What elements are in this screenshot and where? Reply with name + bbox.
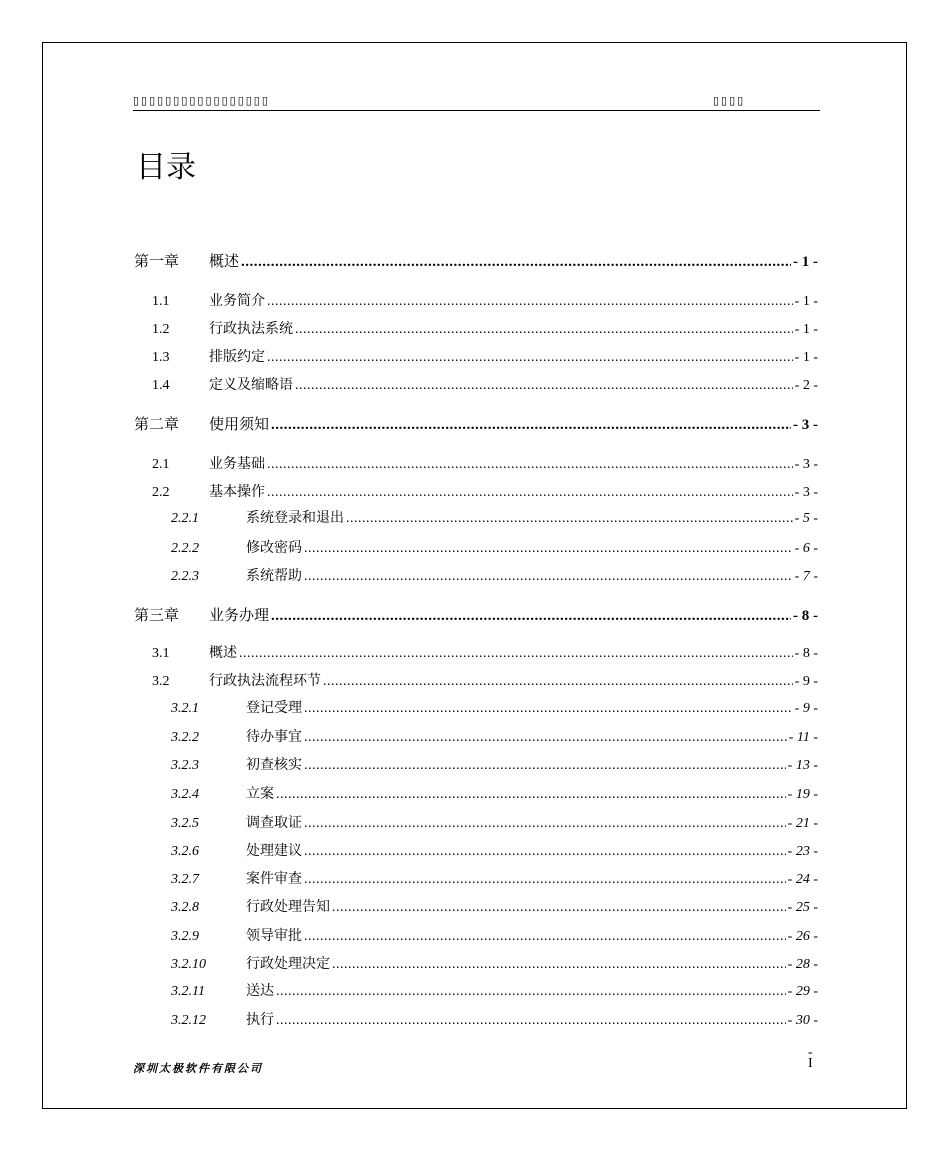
toc-leader-dots [304, 701, 793, 717]
toc-entry-number: 3.2.2 [171, 730, 199, 745]
header-left-text: ▯▯▯▯▯▯▯▯▯▯▯▯▯▯▯▯▯ [133, 95, 270, 107]
toc-leader-dots [323, 674, 793, 690]
toc-entry-number: 3.2.5 [171, 816, 199, 831]
toc-entry-title: 领导审批 [246, 929, 302, 944]
toc-entry[interactable] [134, 1009, 818, 1029]
toc-entry-page: - 29 - [787, 984, 818, 999]
toc-entry-page: - 7 - [794, 569, 818, 584]
toc-entry-number: 3.2.4 [171, 787, 199, 802]
toc-leader-dots [304, 758, 786, 774]
toc-leader-dots [276, 1013, 786, 1029]
toc-leader-dots [346, 511, 793, 527]
toc-leader-dots [304, 929, 786, 945]
toc-entry-title: 行政处理告知 [246, 900, 330, 915]
toc-entry[interactable] [134, 453, 818, 473]
toc-entry-page: - 8 - [794, 646, 818, 661]
toc-leader-dots [304, 730, 787, 746]
toc-entry-number: 2.1 [152, 457, 170, 472]
toc-leader-dots [332, 957, 786, 973]
footer-page-bar: - [808, 1045, 813, 1060]
toc-entry-page: - 19 - [787, 787, 818, 802]
page-header [133, 94, 820, 111]
toc-leader-dots [271, 608, 791, 625]
toc-entry-number: 3.2.7 [171, 872, 199, 887]
toc-entry-page: - 26 - [787, 929, 818, 944]
toc-entry-number: 3.2.1 [171, 701, 199, 716]
toc-entry-number: 3.2.9 [171, 929, 199, 944]
toc-entry-title: 业务简介 [209, 294, 265, 309]
toc-entry-title: 执行 [246, 1013, 274, 1028]
footer-page-number [808, 1045, 813, 1072]
toc-entry-title: 定义及缩略语 [209, 378, 293, 393]
toc-entry-page: - 8 - [793, 608, 818, 624]
toc-leader-dots [304, 541, 793, 557]
toc-entry-title: 系统登录和退出 [246, 511, 344, 526]
toc-entry[interactable] [134, 642, 818, 662]
toc-entry-number: 3.2 [152, 674, 170, 689]
toc-leader-dots [267, 294, 793, 310]
toc-leader-dots [271, 417, 791, 434]
toc-entry-title: 立案 [246, 787, 274, 802]
toc-entry-title: 业务办理 [209, 608, 270, 624]
toc-entry-page: - 3 - [794, 457, 818, 472]
toc-entry-title: 业务基础 [209, 457, 265, 472]
toc-entry-number: 2.2.2 [171, 541, 199, 556]
toc-entry[interactable] [134, 537, 818, 557]
toc-entry[interactable] [134, 565, 818, 585]
toc-entry-title: 案件审查 [246, 872, 302, 887]
toc-leader-dots [295, 378, 793, 394]
toc-entry-page: - 21 - [787, 816, 818, 831]
toc-leader-dots [332, 900, 786, 916]
toc-entry-page: - 6 - [794, 541, 818, 556]
toc-leader-dots [239, 646, 793, 662]
header-right-text: ▯▯▯▯ [713, 95, 746, 107]
toc-entry-title: 使用须知 [209, 417, 270, 433]
toc-entry-number: 1.4 [152, 378, 170, 393]
toc-entry[interactable] [134, 346, 818, 366]
toc-entry-page: - 30 - [787, 1013, 818, 1028]
toc-entry[interactable] [134, 374, 818, 394]
toc-entry[interactable] [134, 840, 818, 860]
toc-entry-page: - 1 - [794, 294, 818, 309]
toc-entry[interactable] [134, 670, 818, 690]
toc-entry-number: 3.2.12 [171, 1013, 206, 1028]
toc-entry-title: 处理建议 [246, 844, 302, 859]
toc-entry-title: 行政执法系统 [209, 322, 293, 337]
toc-entry-number: 3.2.3 [171, 758, 199, 773]
toc-entry-title: 概述 [209, 254, 240, 270]
toc-leader-dots [304, 816, 786, 832]
toc-entry-page: - 24 - [787, 872, 818, 887]
toc-entry-number: 3.2.11 [171, 984, 205, 999]
toc-chapter-entry[interactable] [134, 604, 818, 624]
toc-entry-number: 3.2.6 [171, 844, 199, 859]
toc-entry-page: - 2 - [794, 378, 818, 393]
toc-entry-title: 送达 [246, 984, 274, 999]
toc-entry-page: - 11 - [788, 730, 818, 745]
toc-entry-page: - 3 - [793, 417, 818, 433]
toc-leader-dots [267, 457, 793, 473]
toc-entry-number: 1.1 [152, 294, 170, 309]
toc-entry-title: 行政处理决定 [246, 957, 330, 972]
toc-entry-page: - 9 - [794, 674, 818, 689]
toc-entry[interactable] [134, 980, 818, 1000]
toc-entry[interactable] [134, 953, 818, 973]
toc-entry[interactable] [134, 507, 818, 527]
toc-entry[interactable] [134, 812, 818, 832]
toc-entry-title: 登记受理 [246, 701, 302, 716]
toc-entry-page: - 13 - [787, 758, 818, 773]
toc-entry[interactable] [134, 697, 818, 717]
toc-entry-page: - 1 - [794, 350, 818, 365]
toc-entry[interactable] [134, 481, 818, 501]
toc-entry-title: 排版约定 [209, 350, 265, 365]
toc-leader-dots [276, 787, 786, 803]
toc-entry-number: 第三章 [134, 608, 180, 624]
toc-chapter-entry[interactable] [134, 250, 818, 270]
toc-entry-number: 2.2 [152, 485, 170, 500]
toc-leader-dots [241, 254, 791, 271]
toc-entry-number: 3.1 [152, 646, 170, 661]
toc-entry-title: 待办事宜 [246, 730, 302, 745]
toc-entry[interactable] [134, 726, 818, 746]
toc-entry-title: 系统帮助 [246, 569, 302, 584]
toc-entry-number: 2.2.1 [171, 511, 199, 526]
toc-entry[interactable] [134, 754, 818, 774]
toc-entry-page: - 3 - [794, 485, 818, 500]
toc-leader-dots [267, 485, 793, 501]
toc-entry-number: 3.2.8 [171, 900, 199, 915]
toc-leader-dots [295, 322, 793, 338]
toc-entry-title: 修改密码 [246, 541, 302, 556]
toc-entry-number: 3.2.10 [171, 957, 206, 972]
toc-entry-page: - 1 - [794, 322, 818, 337]
toc-entry[interactable] [134, 896, 818, 916]
toc-entry-page: - 25 - [787, 900, 818, 915]
toc-entry[interactable] [134, 868, 818, 888]
toc-entry-title: 初查核实 [246, 758, 302, 773]
toc-entry-title: 基本操作 [209, 485, 265, 500]
toc-entry-number: 1.2 [152, 322, 170, 337]
toc-entry-page: - 5 - [794, 511, 818, 526]
footer-page-numeral: I [808, 1056, 813, 1071]
toc-chapter-entry[interactable] [134, 413, 818, 433]
toc-leader-dots [267, 350, 793, 366]
toc-entry[interactable] [134, 290, 818, 310]
toc-leader-dots [304, 569, 793, 585]
page-title: 目录 [136, 150, 196, 185]
footer-company: 深圳太极软件有限公司 [133, 1063, 263, 1075]
toc-entry-number: 1.3 [152, 350, 170, 365]
toc-entry-title: 调查取证 [246, 816, 302, 831]
toc-entry-page: - 28 - [787, 957, 818, 972]
toc-entry-number: 第二章 [134, 417, 180, 433]
toc-entry-page: - 23 - [787, 844, 818, 859]
toc-entry-title: 概述 [209, 646, 237, 661]
toc-entry[interactable] [134, 925, 818, 945]
toc-entry-number: 2.2.3 [171, 569, 199, 584]
toc-entry[interactable] [134, 318, 818, 338]
toc-leader-dots [304, 844, 786, 860]
toc-leader-dots [304, 872, 786, 888]
toc-entry[interactable] [134, 783, 818, 803]
toc-entry-page: - 9 - [794, 701, 818, 716]
toc-entry-page: - 1 - [793, 254, 818, 270]
toc-leader-dots [276, 984, 786, 1000]
toc-entry-title: 行政执法流程环节 [209, 674, 321, 689]
toc-entry-number: 第一章 [134, 254, 180, 270]
